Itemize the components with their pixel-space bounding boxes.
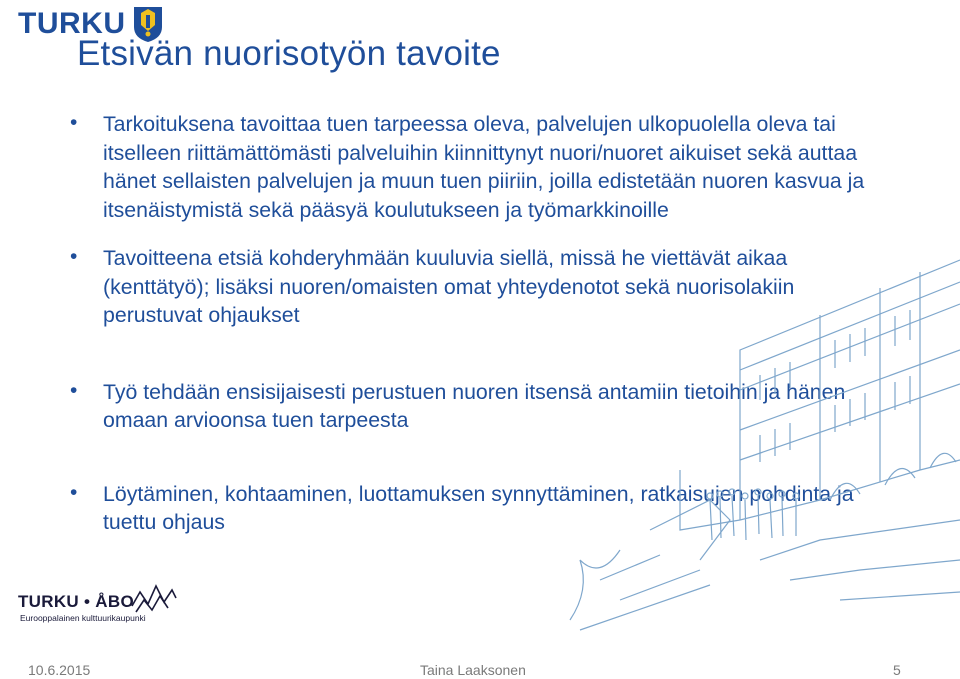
footer-date: 10.6.2015 (28, 662, 91, 678)
turku-abo-culture-capital-logo (18, 580, 178, 630)
bullet-item: • Löytäminen, kohtaaminen, luottamuksen synnyttäminen, ratkaisujen pohdinta ja tuettu ohjaus (70, 480, 870, 537)
slide-footer (0, 662, 960, 679)
culture-capital-logo-text: TURKU • ÅBO (18, 592, 134, 611)
wave-mark-icon (130, 580, 178, 616)
bullet-item: • Tarkoituksena tavoittaa tuen tarpeessa oleva, palvelujen ulkopuolella oleva tai itselleen riittämättömästi palveluihin kiinnittynyt nuori/nuoret aikuiset sekä auttaa hänet sellaisten palvelujen ja muun tuen piiriin, joilla edistetään nuoren kasvua ja itsenäistymistä sekä pääsyä koulutukseen ja työmarkkinoille (70, 110, 870, 224)
culture-capital-subtitle: Eurooppalainen kulttuurikaupunki (20, 613, 146, 623)
page-number: 5 (893, 662, 901, 678)
footer-author: Taina Laaksonen (420, 662, 526, 678)
logo-text: TURKU (18, 7, 126, 40)
bullet-item: • Työ tehdään ensisijaisesti perustuen nuoren itsensä antamiin tietoihin ja hänen omaan arvioonsa tuen tarpeesta (70, 378, 870, 435)
bullet-item: • Tavoitteena etsiä kohderyhmään kuuluvia siellä, missä he viettävät aikaa (kenttätyö); lisäksi nuoren/omaisten omat yhteydenotot sekä nuorisolakiin perustuvat ohjaukset (70, 244, 870, 330)
slide-title: Etsivän nuorisotyön tavoite (77, 34, 501, 73)
building-sketch-illustration (560, 200, 960, 640)
